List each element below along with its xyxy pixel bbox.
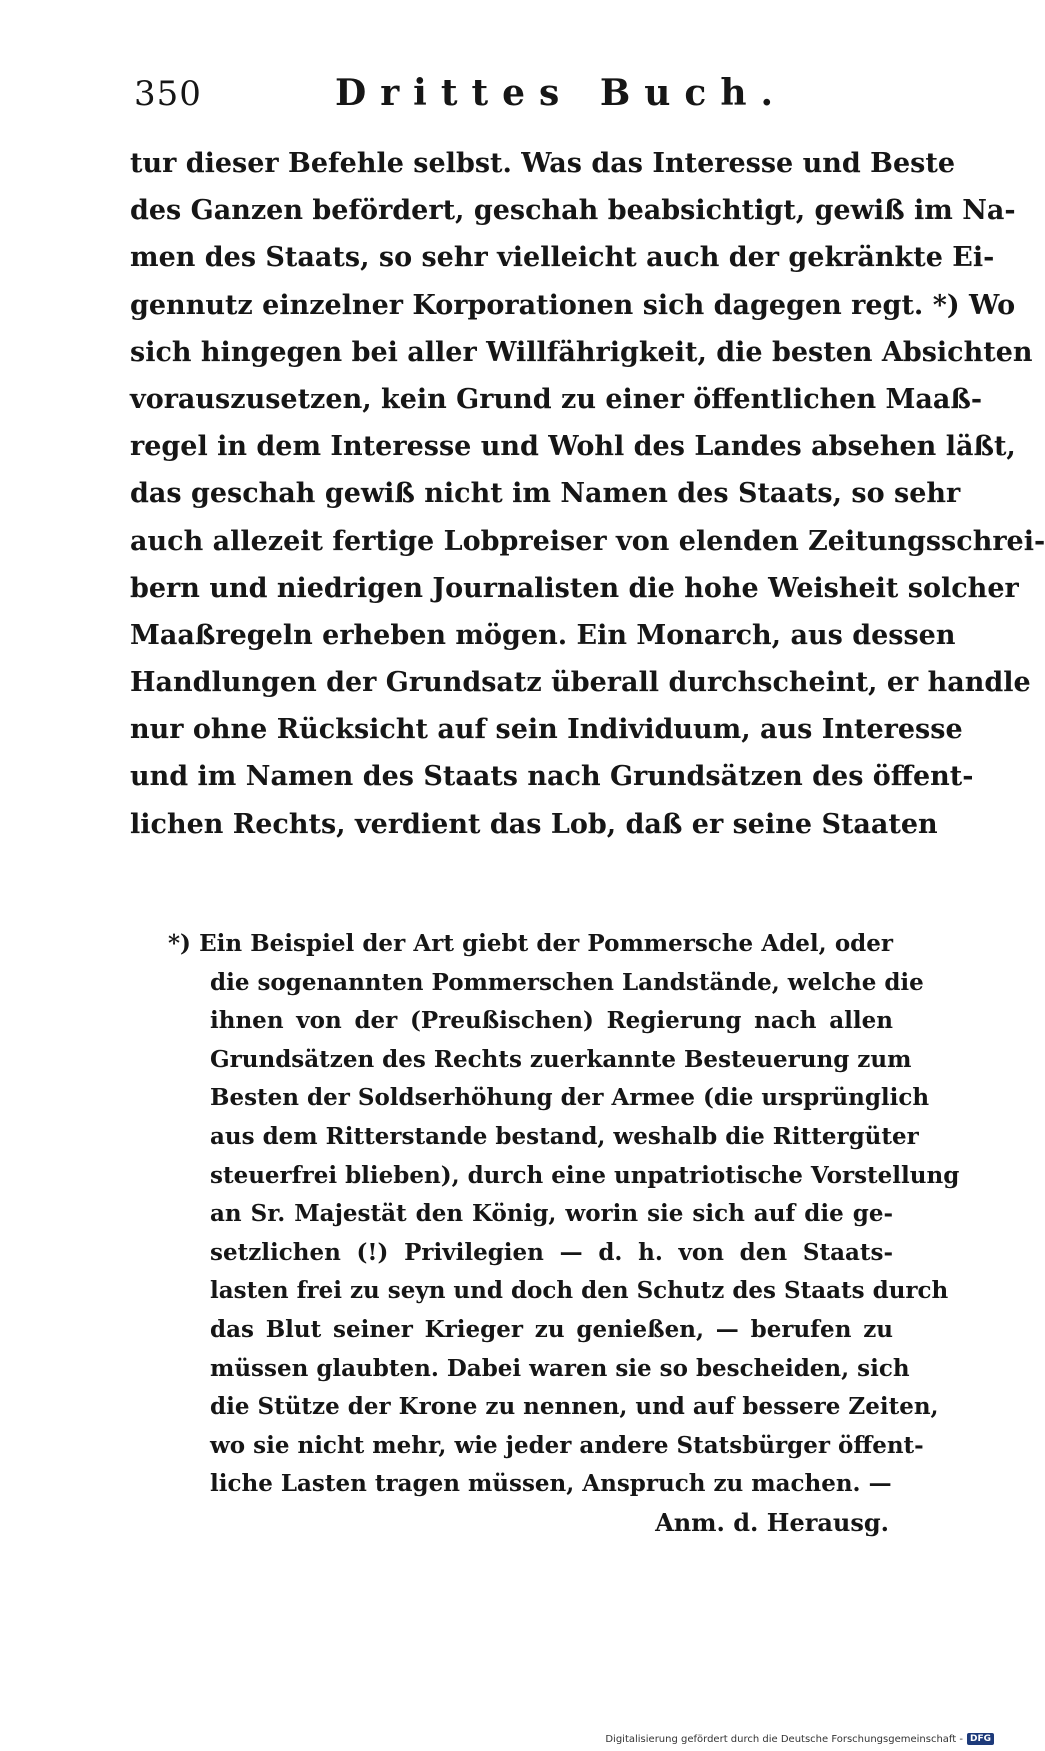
text-line: bern und niedrigen Journalisten die hohe Weisheit solcher — [130, 572, 1019, 604]
footnote-line: müssen glaubten. Dabei waren sie so bescheiden, sich — [210, 1354, 910, 1382]
digitization-credit — [605, 1733, 994, 1745]
text-line: sich hingegen bei aller Willfährigkeit, die besten Absichten — [130, 336, 1033, 368]
credit-text: Digitalisierung gefördert durch die Deutsche Forschungsgemeinschaft - — [605, 1733, 963, 1745]
running-title: Drittes Buch. — [335, 72, 788, 114]
footnote-line: lasten frei zu seyn und doch den Schutz des Staats durch — [210, 1277, 949, 1305]
footnote-line: die Stütze der Krone zu nennen, und auf bessere Zeiten, — [210, 1393, 939, 1421]
footnote-line: Besten der Soldserhöhung der Armee (die ursprünglich — [210, 1084, 930, 1112]
text-line: das geschah gewiß nicht im Namen des Staats, so sehr — [130, 478, 961, 510]
footnote-line: die sogenannten Pommerschen Landstände, welche die — [210, 968, 924, 996]
text-line: Handlungen der Grundsatz überall durchscheint, er handle — [130, 667, 1031, 699]
footnote-line: das Blut seiner Krieger zu genießen, — berufen zu — [210, 1315, 893, 1343]
text-line: vorauszusetzen, kein Grund zu einer öffentlichen Maaß- — [130, 383, 983, 415]
dfg-logo: DFG — [967, 1733, 994, 1745]
footnote-line: liche Lasten tragen müssen, Anspruch zu machen. — — [210, 1470, 892, 1498]
main-text — [130, 140, 1045, 848]
footnote-line: ihnen von der (Preußischen) Regierung nach allen — [210, 1007, 893, 1035]
page-number: 350 — [134, 74, 202, 114]
footnote-line: aus dem Ritterstande bestand, weshalb die Rittergüter — [210, 1122, 919, 1150]
footnote-line: steuerfrei blieben), durch eine unpatriotische Vorstellung — [210, 1161, 960, 1189]
footnote-line: *) Ein Beispiel der Art giebt der Pommersche Adel, oder — [168, 930, 893, 957]
text-line: nur ohne Rücksicht auf sein Individuum, aus Interesse — [130, 714, 963, 746]
footnote — [168, 925, 960, 1542]
text-line: auch allezeit fertige Lobpreiser von elenden Zeitungsschrei- — [130, 525, 1045, 557]
footnote-line: setzlichen (!) Privilegien — d. h. von den Staats- — [210, 1238, 893, 1266]
footnote-line: wo sie nicht mehr, wie jeder andere Statsbürger öffent- — [210, 1431, 924, 1459]
text-line: regel in dem Interesse und Wohl des Landes absehen läßt, — [130, 431, 1016, 463]
text-line: gennutz einzelner Korporationen sich dagegen regt. *) Wo — [130, 289, 1016, 321]
footnote-signature: Anm. d. Herausg. — [655, 1507, 889, 1537]
text-line: des Ganzen befördert, geschah beabsichtigt, gewiß im Na- — [130, 195, 1016, 227]
text-line: tur dieser Befehle selbst. Was das Interesse und Beste — [130, 148, 956, 179]
text-line: men des Staats, so sehr vielleicht auch der gekränkte Ei- — [130, 242, 995, 274]
text-line: und im Namen des Staats nach Grundsätzen des öffent- — [130, 761, 974, 793]
footnote-line: Grundsätzen des Rechts zuerkannte Besteuerung zum — [210, 1045, 912, 1073]
text-line: Maaßregeln erheben mögen. Ein Monarch, aus dessen — [130, 619, 956, 651]
page-header — [130, 70, 910, 120]
text-line: lichen Rechts, verdient das Lob, daß er seine Staaten — [130, 808, 938, 840]
footnote-line: an Sr. Majestät den König, worin sie sich auf die ge- — [210, 1200, 893, 1228]
